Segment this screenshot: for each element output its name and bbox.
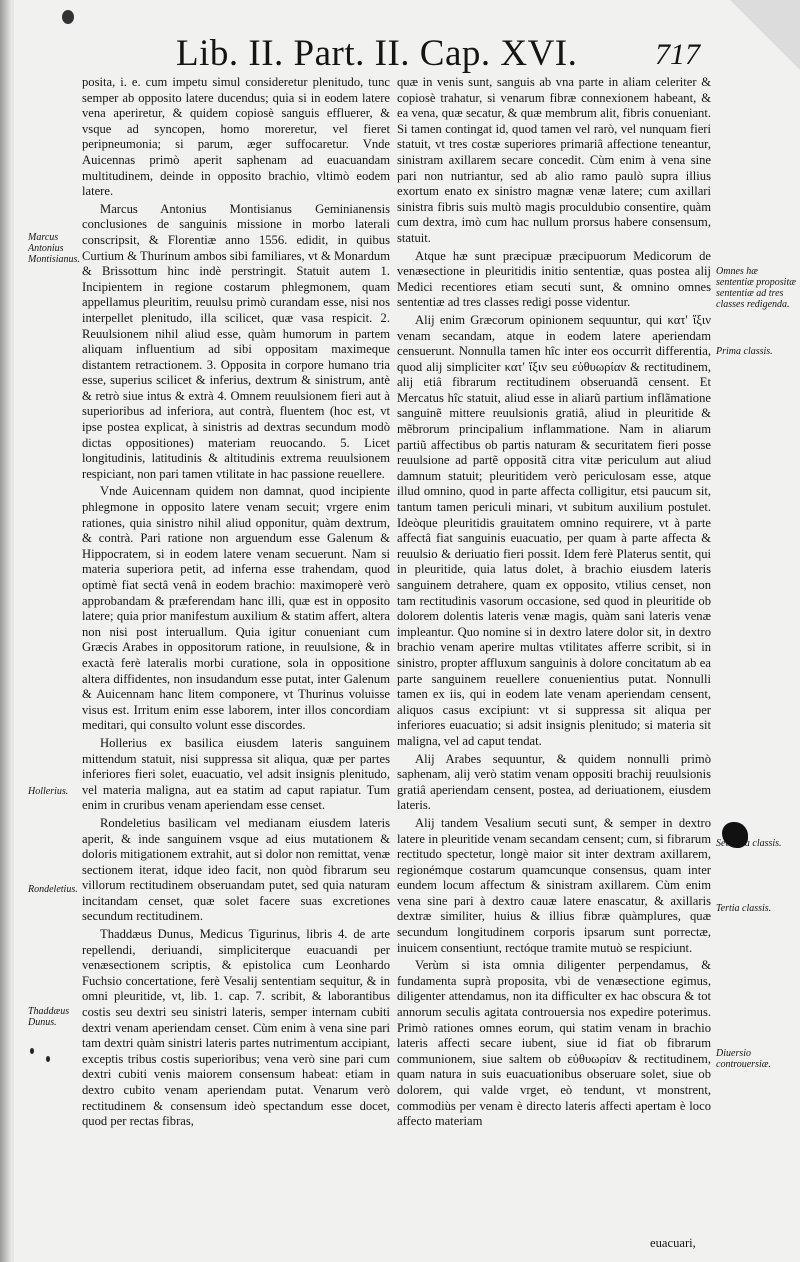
margin-note-diuersio: Diuersio controuersiæ.: [716, 1048, 771, 1070]
paragraph: Rondeletius basilicam vel medianam eiusdem lateris aperit, & inde sanguinem vsque ad eius mutationem & doloris mitigationem extrahit, aut si dolor non remittat, venæ sectionem iterat, idque ideo facit, non quòd fibrarum seu villorum rectitudinem obseruandam putet, sed quia naturam incitandam censet, quæ solet facere suas excretiones secundum rectitudinem.: [82, 815, 390, 924]
paragraph: quæ in venis sunt, sanguis ab vna parte in aliam celeriter & copiosè trahatur, si venarum fibræ connexionem habeant, & ea vena, quæ secatur, & quæ membrum alit, fibris conueniant. Si tamen contingat id, quod tamen vel rarò, vel nunquam fieri statuit, vt tres costæ superiores primariâ affectione teneantur, sinistram axillarem secare concedit. Cùm enim à vena sine pari non nutriantur, sed ab alio ramo paulò supra illius exortum enato ex sinistro magnæ venæ latere; cum axillari sinistra fibris suis multò magis proculdubio consentire, quàm cum dextra, imò cum hac nullum prorsus habere consensum, statuit.: [397, 75, 711, 245]
paragraph: Atque hæ sunt præcipuæ præcipuorum Medicorum de venæsectione in pleuritidis initio sententiæ, quas postea alij Medici recentiores etiam secuti sunt, & omnino omnes sententiæ ad tres classes redigi posse videntur.: [397, 248, 711, 310]
ink-speck: [46, 1056, 50, 1062]
right-column: [397, 75, 711, 1132]
paragraph: Alij tandem Vesalium secuti sunt, & semper in dextro latere in pleuritide venam secandam censent; cum, si fibrarum rectitudo spectetur, longè maior sit inter dextram axillarem, regionémque costarum quamcunque consensus, quam inter eundem locum affectum & sinistram axillarem. Cùm enim vena sine pari à dextro cauæ latere enascatur, & axillaris dextræ similiter, huius & illius fibræ quàmplures, quæ secundum longitudinem corporis ipsarum sunt porrectæ, inuicem consentiunt, rectóque tramite mutuò se respiciunt.: [397, 815, 711, 955]
left-column: [82, 75, 390, 1132]
paragraph: posita, i. e. cum impetu simul consideretur plenitudo, tunc semper ab opposito latere ducendus; quia si in eodem latere vena aperiretur, & quidem copiosè sanguis effluerer, & vsque ad syncopen, homo moreretur, vel fieret peripneumonia; si parum, æger suffocaretur. Vnde Auicennas primò aperit saphenam ad euacuandam multitudinem, deinde in opposito brachio, vltimò eodem latere.: [82, 75, 390, 199]
page-header: [0, 30, 800, 74]
margin-note-tertia-classis: Tertia classis.: [716, 903, 772, 914]
paragraph: Marcus Antonius Montisianus Geminianensis conclusiones de sanguinis missione in morbo laterali conscripsit, & Florentiæ anno 1556. edidit, in quibus Curtium & Thurinum ambos sibi familiares, vt & Monardum & Brissottum hinc indè perstringit. Statuit autem 1. Incipientem in regione costarum phlegmonem, quam appellamus pleuritim, reuulsu primò curandam esse, nisi nos interpellet plenitudo, illa scilicet, quæ vasa respicit. 2. Reuulsionem nihil aliud esse, quàm humorum in partem aliquam influentium ad sibi oppositam maximeque distantem retractionem. 3. Opposita in corpore humano tria esse, superius scilicet & inferius, dextrum & sinistrum, antè & retrò siue intus & extrà 4. Omnem reuulsionem fieri aut à superioribus ad inferiora, aut contrà, fluentem (hoc est, vt ipse postea explicat, à sinistris ad dextras secundum modò dictas oppositiones) materiam reuocando. 5. Licet longitudinis, latitudinis & altitudinis extrema reuulsionem respiciant, non pari tamen vtilitate in hac passione reuellere.: [82, 201, 390, 481]
paragraph: Vnde Auicennam quidem non damnat, quod incipiente phlegmone in opposito latere venam secuit; vrgere enim rationes, quia sinistro nihil aliud opponitur, quàm dextrum, & contrà. Pari ratione non arguendum esse Galenum & Hippocratem, si in eodem latere venam secuerunt. Nam si materia superiora petit, ad inferna esse trahendam, quod optimè fiat sectâ venâ in eodem brachio: maximoperè verò approbandam & præferendam hanc illi, quæ est in opposito latere; quia prior manifestum auxilium & statim affert, altera non nisi post interuallum. Quia igitur conueniant cum Græcis Arabes in oppositorum ratione, in reuulsione, & in exactà ferè lateralis morbi curatione, sola in oppositione altera diffidentes, non insudandum esse putat, inter Galenum & Auicennam hanc litem componere, vt Thurinus voluisse visus est. Irritum enim esse laborem, inter illos concordiam meditari, qui consulto volunt esse discordes.: [82, 484, 390, 733]
margin-note-hollerius: Hollerius.: [28, 786, 69, 797]
ink-mark: [62, 10, 74, 24]
margin-note-classes: Omnes hæ sententiæ propositæ sententiæ ad tres classes redigenda.: [716, 266, 796, 310]
margin-note-dunus: Thaddæus Dunus.: [28, 1006, 70, 1028]
page-number: 717: [655, 38, 700, 71]
paragraph: Verùm si ista omnia diligenter perpendamus, & fundamenta suprà proposita, vbi de venæsectione egimus, diligenter attendamus, non ita difficulter ex hac obscura & tot annorum seculis agitata controuersia nos expedire poterimus. Primò rationes omnes eorum, qui statim venam in brachio lateris affecti secare iubent, siue id fiat ob fibrarum communionem, siue saltem ob εὐθυωρίαν & rectitudinem, quam natura in suis euacuationibus obseruare solet, siue ob dolorem, qui valde vrget, eò tendunt, vt monstrent, commodiùs per venam è directo lateris affecti apertam è loco affecto materiam: [397, 958, 711, 1129]
ink-speck: [30, 1048, 34, 1054]
margin-note-rondeletius: Rondeletius.: [28, 884, 78, 895]
paragraph: Thaddæus Dunus, Medicus Tigurinus, libris 4. de arte repellendi, deriuandi, simpliciterque euacuandi per venæsectionem scriptis, & epistolica cum Leonhardo Fuchsio concertatione, ferè Vesalij sententiam sequitur, & in omni pleuritide, vt, lib. 1. cap. 7. scribit, & laborantibus costis seu dextri seu sinistri lateris, semper internam cubiti dextri venam aperiendam censet. Cùm enim à vena sine pari tam dextri quàm sinistri lateris partes nutrimentum accipiant, exceptis tribus costis superioribus; vena verò sine pari cum dextri cubiti venis maiorem consensum habeat: etiam in dextro cubito venam aperiendam putat. Venarum verò rectitudinem & consensum ideò spectandum esse docet, quod per rectas fibras,: [82, 927, 390, 1129]
paragraph: Alij enim Græcorum opinionem sequuntur, qui κατ' ἴξιν venam secandam, atque in eodem latere aperiendam censuerunt. Nonnulla tamen hîc inter eos occurrit differentia, quod alij simpliciter κατ' ἴξιν seu εὐθυωρίαν & rectitudinem, alij etiâ fibrarum rectitudinem obseruandã censent. Et Mercatus hîc statuit, aliud esse in aliarũ partium inflãmatione sanguinẽ mittere reuulsionis gratiâ, aliud in pleuritide & mẽbrorum principalium inflammatione. Nam in aliarum partiũ affectibus ob partis naturam & securitatem fieri posse reuulsione ad partẽ oppositã citra vitæ periculum aut aliud damnum statuit; pleuritidem verò periculosam esse, atque illud omnino, quod in parte affecta colligitur, etsi paucum sit, tantum tamen periculi minari, vt subitum auxilium postulet. Ideòque pleuritidis grauitatem omnino requirere, vt à parte affectâ fiat sanguinis euacuatio, per quam à parte affecta & reuulsio & deriuatio fieri possit. Idem ferè Platerus sentit, qui in pleuritide, quia latus dolet, à brachio eiusdem lateris sanguinem detrahere, quam ex opposito, vtilius censet, non tam rectitudinis vasorum occasione, sed quod in pleuritide ob dolorem dolentis lateris venæ magis, quàm sani lateris venæ impleantur. Quo nomine si in dextro latere dolor sit, in dextro brachio venam aperire multas vtilitates afferre scribit, si in sinistro, propter affluxum sanguinis à dolore concitatum ab ea parte sanguinem reuellere conuenientius putat. Nonnulli tamen ex iis, qui in eodem late venam aperiendam censent, aliquos casus excipiunt: vt si suppressa sit aliqua per inferiores euacuatio; si adsit insignis plenitudo; si materia sit maligna, vel ad caput tendat.: [397, 312, 711, 748]
margin-note-prima-classis: Prima classis.: [716, 346, 773, 357]
running-title: Lib. II. Part. II. Cap. XVI.: [176, 33, 578, 74]
margin-note-montisianus: Marcus Antonius Montisianus.: [28, 232, 80, 265]
paragraph: Alij Arabes sequuntur, & quidem nonnulli primò saphenam, alij verò statim venam oppositi brachij reuulsionis gratiâ aperiendam censent, postea, ad deriuationem, eiusdem lateris.: [397, 751, 711, 813]
paragraph: Hollerius ex basilica eiusdem lateris sanguinem mittendum statuit, nisi suppressa sit aliqua, quæ per partes inferiores fieri solet, euacuatio, vel adsit insignis plenitudo, vel materia maligna, aut ea statim ad caput rapiatur. Tum enim in cruribus venam aperiendam esse censet.: [82, 735, 390, 813]
binding-shadow: [0, 0, 14, 1262]
catchword: euacuari,: [650, 1236, 696, 1250]
margin-note-secunda-classis: Secunda classis.: [716, 838, 782, 849]
